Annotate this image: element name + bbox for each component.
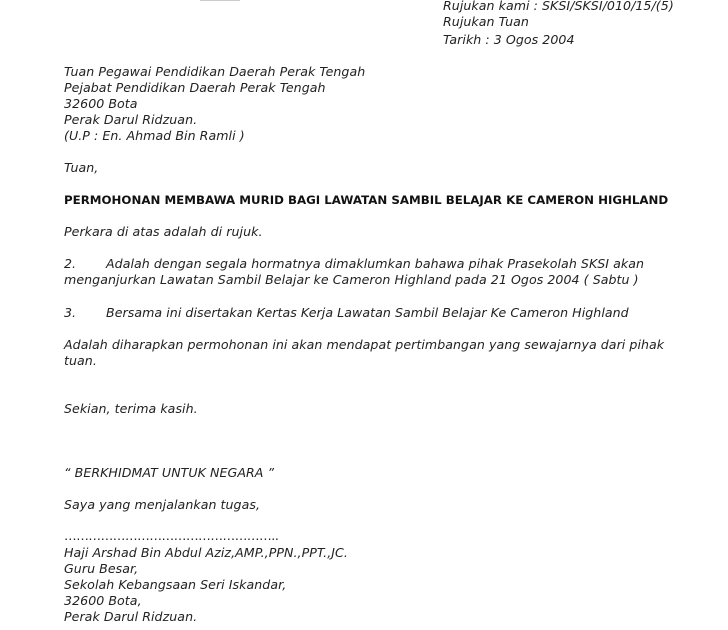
motto: “ BERKHIDMAT UNTUK NEGARA ” <box>64 465 275 480</box>
letter-date: Tarikh : 3 Ogos 2004 <box>443 32 575 47</box>
reference-yours: Rujukan Tuan <box>443 14 529 29</box>
paragraph-2-line-1: Adalah dengan segala hormatnya dimaklumkan bahawa pihak Prasekolah SKSI akan <box>106 256 645 271</box>
signoff: Saya yang menjalankan tugas, <box>64 497 261 512</box>
subject-heading: PERMOHONAN MEMBAWA MURID BAGI LAWATAN SAMBIL BELAJAR KE CAMERON HIGHLAND <box>64 193 669 207</box>
intro-paragraph: Perkara di atas adalah di rujuk. <box>64 224 263 239</box>
recipient-line-2: Pejabat Pendidikan Daerah Perak Tengah <box>64 80 326 95</box>
recipient-line-3: 32600 Bota <box>64 96 138 111</box>
recipient-line-1: Tuan Pegawai Pendidikan Daerah Perak Tengah <box>64 64 366 79</box>
paragraph-3-number: 3. <box>64 305 77 320</box>
recipient-line-4: Perak Darul Ridzuan. <box>64 112 198 127</box>
signatory-postcode: 32600 Bota, <box>64 593 142 608</box>
signatory-school: Sekolah Kebangsaan Seri Iskandar, <box>64 577 287 592</box>
closing-remark: Sekian, terima kasih. <box>64 401 198 416</box>
salutation: Tuan, <box>64 160 99 175</box>
signatory-state: Perak Darul Ridzuan. <box>64 609 198 624</box>
paragraph-4-line-2: tuan. <box>64 353 97 368</box>
paragraph-2-number: 2. <box>64 256 77 271</box>
reference-ours: Rujukan kami : SKSI/SKSI/010/15/(5) <box>443 0 674 13</box>
top-cut-mark <box>200 0 240 1</box>
signature-line: …………………………………………….. <box>64 528 279 543</box>
paragraph-3-line-1: Bersama ini disertakan Kertas Kerja Lawatan Sambil Belajar Ke Cameron Highland <box>106 305 629 320</box>
paragraph-2-line-2: menganjurkan Lawatan Sambil Belajar ke Cameron Highland pada 21 Ogos 2004 ( Sabtu ) <box>64 272 639 287</box>
recipient-attention: (U.P : En. Ahmad Bin Ramli ) <box>64 128 245 143</box>
signatory-name: Haji Arshad Bin Abdul Aziz,AMP.,PPN.,PPT.,JC. <box>64 545 348 560</box>
paragraph-4-line-1: Adalah diharapkan permohonan ini akan mendapat pertimbangan yang sewajarnya dari pihak <box>64 337 665 352</box>
signatory-title: Guru Besar, <box>64 561 139 576</box>
